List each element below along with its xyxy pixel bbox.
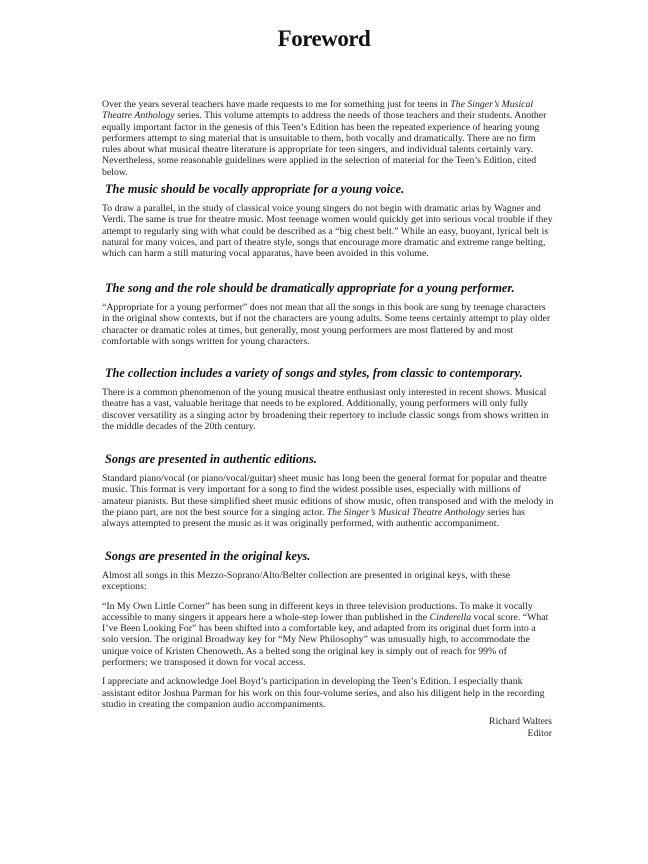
section-heading: The music should be vocally appropriate for a young voice. [105, 182, 405, 196]
page-title: Foreword [277, 26, 371, 51]
text-segment: There is a common phenomenon of the young musical theatre enthusiast only interested in recent shows. Musical theatre has a vast, valuable heritage that needs to be explored. Additionally, young performers will only fully discover versatility as a singing actor by broadening their repertory to include classic songs from shows written in the middle decades of the 20th century. [102, 387, 549, 432]
section-heading: Songs are presented in authentic editions. [105, 452, 317, 466]
text-segment: I appreciate and acknowledge Joel Boyd’s participation in developing the Teen’s Edition. I especially thank assistant editor Joshua Parman for his work on this four-volume series, and also his diligent help in the recording studio in creating the companion audio accompaniments. [102, 676, 545, 710]
text-segment: series has always attempted to present the music as it was originally performed, with authentic accompaniment. [102, 506, 525, 530]
section-paragraph [102, 387, 554, 432]
section-heading: The song and the role should be dramatically appropriate for a young performer. [105, 281, 515, 295]
intro-paragraph [102, 99, 554, 178]
text-segment: “In My Own Little Corner” has been sung in different keys in three television productions. To make it vocally accessible to many singers it appears here a whole-step lower than published in the [102, 600, 533, 623]
signature-role: Editor [527, 728, 552, 739]
section-5 [102, 549, 554, 718]
section-4 [102, 452, 554, 537]
section-paragraph [102, 601, 554, 669]
section-paragraph [102, 302, 554, 347]
section-heading: Songs are presented in the original keys. [105, 549, 311, 563]
italic-title-text: The Singer’s Musical Theatre Anthology [326, 506, 485, 518]
text-segment: To draw a parallel, in the study of classical voice young singers do not begin with dramatic arias by Wagner and Verdi. The same is true for theatre music. Most teenage women would quickly get into serious vocal trouble if they attempt to regularly sing with what could be described as a “big chest belt.” While an easy, buoyant, lyrical belt is natural for many voices, and part of theatre style, songs that encourage more dramatic and extreme range belting, which can harm a still maturing vocal apparatus, have been avoided in this volume. [102, 203, 553, 260]
section-3 [102, 366, 554, 440]
section-paragraph [102, 570, 554, 593]
text-segment: Almost all songs in this Mezzo-Soprano/Alto/Belter collection are presented in original keys, with these exceptions: [102, 570, 511, 593]
italic-title-text: The Singer’s Musical Theatre Anthology [102, 99, 534, 122]
section-paragraph [102, 203, 554, 259]
text-segment: vocal score. “What I’ve Been Looking For” has been shifted into a comfortable key, and adapted from its original duet form into a solo version. The original Broadway key for “My New Philosophy” was unusually high, to accommodate the unique voice of Kristen Chenoweth. As a belted song the original key is simply out of reach for 99% of performers; we transposed it down for vocal access. [102, 611, 549, 669]
section-paragraph [102, 676, 554, 710]
text-segment: “Appropriate for a young performer” does not mean that all the songs in this book are sung by teenage characters in the original show contexts, but if not the characters are young adults. Some teens certainly attempt to play older character or dramatic roles at times, but generally, most young performers are most flattered by and most comfortable with songs written for young characters. [102, 302, 551, 347]
text-segment: Standard piano/vocal (or piano/vocal/guitar) sheet music has long been the general format for popular and theatre music. This format is very important for a song to find the widest possible uses, especially with millions of amateur pianists. But these simplified sheet music editions of show music, often transposed and with the melody in the piano part, are not the best source for a singing actor. [102, 473, 554, 518]
text-segment: Over the years several teachers have made requests to me for something just for teens in [102, 99, 451, 110]
signature [489, 716, 552, 740]
section-1 [102, 182, 554, 267]
section-paragraph [102, 473, 554, 529]
intro-block [102, 99, 554, 186]
section-heading: The collection includes a variety of songs and styles, from classic to contemporary. [105, 366, 523, 380]
italic-title-text: Cinderella [429, 611, 472, 623]
signature-name: Richard Walters [489, 716, 552, 727]
section-2 [102, 281, 554, 355]
text-segment: series. This volume attempts to address the needs of those teachers and their students. Another equally important factor in the genesis of this Teen’s Edition has been the repeated experience of hearing young performers attempt to sing material that is unsuitable to them, both vocally and dramatically. There are no firm rules about what musical theatre literature is appropriate for teen singers, and individual talents certainly vary. Nevertheless, some reasonable guidelines were applied in the selection of material for the Teen’s Edition, cited below. [102, 110, 547, 178]
